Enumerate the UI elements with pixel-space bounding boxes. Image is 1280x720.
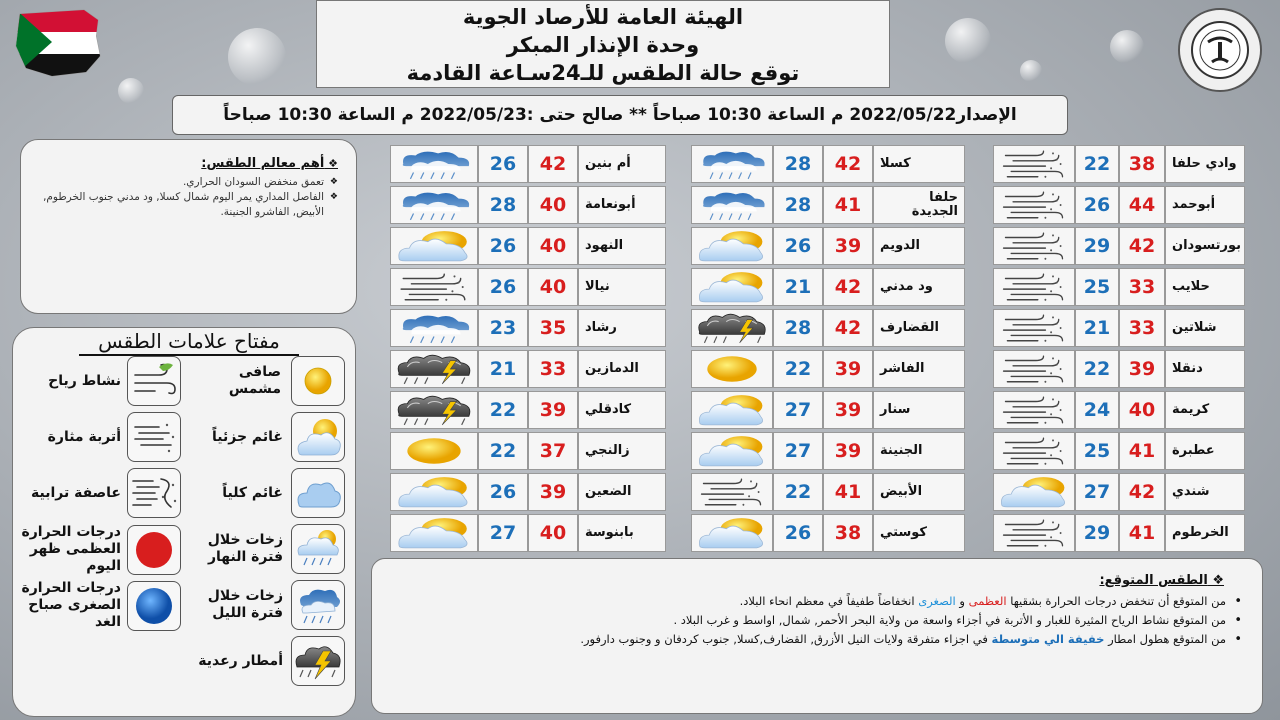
expected-marker-icon: ❖ bbox=[1207, 573, 1224, 588]
max-temp-value: 41 bbox=[1119, 514, 1165, 552]
partly-cloudy-icon bbox=[694, 229, 770, 263]
min-temp-value: 22 bbox=[1075, 350, 1119, 388]
expected-item: • من المتوقع هطول امطار خفيفة الي متوسطة في اجزاء متفرقة ولايات النيل الأزرق, القضارف,كسلا, جنوب كردفان و وجنوب دارفور. bbox=[390, 630, 1244, 649]
min-temp-value: 22 bbox=[1075, 145, 1119, 183]
station-row bbox=[691, 514, 965, 552]
station-name: كريمة bbox=[1165, 391, 1245, 429]
weather-icon-cell bbox=[390, 227, 478, 265]
station-row bbox=[993, 473, 1245, 511]
dust-icon bbox=[996, 516, 1072, 550]
header-title-box bbox=[316, 0, 890, 88]
station-row bbox=[993, 268, 1245, 306]
station-name: الدمازين bbox=[578, 350, 666, 388]
max-temp-value: 41 bbox=[823, 473, 873, 511]
legend-item-wind: نشاط رياح bbox=[17, 356, 181, 406]
station-row bbox=[390, 268, 666, 306]
cloudy-icon bbox=[293, 471, 343, 515]
weather-icon-cell bbox=[390, 350, 478, 388]
showers-icon bbox=[393, 311, 475, 345]
max-temp-value: 39 bbox=[528, 391, 578, 429]
sunny-icon bbox=[694, 352, 770, 386]
max-temp-value: 39 bbox=[823, 432, 873, 470]
weather-icon-cell bbox=[993, 350, 1075, 388]
decor-bubble bbox=[118, 78, 144, 104]
wind-icon bbox=[129, 359, 179, 403]
max-temp-value: 33 bbox=[1119, 268, 1165, 306]
thunderstorm-icon bbox=[293, 639, 343, 683]
station-row bbox=[993, 432, 1245, 470]
max-temp-value: 42 bbox=[528, 145, 578, 183]
weather-icon-cell bbox=[993, 473, 1075, 511]
partly-cloudy-icon bbox=[293, 415, 343, 459]
station-name: نيالا bbox=[578, 268, 666, 306]
legend-item-day-showers: زخات خلال فترة النهار bbox=[185, 524, 345, 574]
meteorological-authority-logo bbox=[1178, 8, 1262, 92]
station-row bbox=[390, 186, 666, 224]
min-temp-value: 29 bbox=[1075, 514, 1119, 552]
min-temp-value: 28 bbox=[773, 309, 823, 347]
station-row bbox=[691, 350, 965, 388]
weather-icon-cell bbox=[993, 268, 1075, 306]
max-temp-value: 33 bbox=[1119, 309, 1165, 347]
weather-icon-cell bbox=[691, 145, 773, 183]
station-name: الخرطوم bbox=[1165, 514, 1245, 552]
night-showers-icon bbox=[293, 583, 343, 627]
max-temp-value: 42 bbox=[823, 268, 873, 306]
min-temp-value: 22 bbox=[478, 391, 528, 429]
logo-emblem-icon bbox=[1190, 20, 1250, 80]
min-temp-value: 27 bbox=[478, 514, 528, 552]
thunderstorm-icon bbox=[694, 311, 770, 345]
dust-icon bbox=[694, 475, 770, 509]
station-row bbox=[390, 350, 666, 388]
dust-icon bbox=[129, 415, 179, 459]
station-name: بورتسودان bbox=[1165, 227, 1245, 265]
sunny-icon bbox=[393, 434, 475, 468]
weather-icon-cell bbox=[993, 186, 1075, 224]
weather-icon-cell bbox=[390, 391, 478, 429]
weather-legend bbox=[12, 327, 356, 717]
min-temp-value: 21 bbox=[1075, 309, 1119, 347]
min-temp-value: 26 bbox=[478, 227, 528, 265]
legend-item-sunny: صافى مشمس bbox=[185, 356, 345, 406]
weather-icon-cell bbox=[691, 309, 773, 347]
features-item: ❖ تعمق منخفض السودان الحراري. bbox=[31, 175, 338, 190]
station-row bbox=[691, 432, 965, 470]
partly-cloudy-icon bbox=[996, 475, 1072, 509]
station-row bbox=[691, 473, 965, 511]
weather-features-box bbox=[20, 139, 357, 314]
max-temp-value: 39 bbox=[528, 473, 578, 511]
partly-cloudy-icon bbox=[694, 270, 770, 304]
dust-icon bbox=[996, 147, 1072, 181]
decor-bubble bbox=[228, 28, 286, 86]
station-name: أبوحمد bbox=[1165, 186, 1245, 224]
station-name: أبونعامة bbox=[578, 186, 666, 224]
weather-icon-cell bbox=[390, 473, 478, 511]
expected-item: • من المتوقع أن تنخفض درجات الحرارة بشقيها العظمى و الصغرى انخفاضاً طفيفاً في معظم انحاء البلاد. bbox=[390, 592, 1244, 611]
weather-icon-cell bbox=[993, 432, 1075, 470]
weather-icon-cell bbox=[993, 227, 1075, 265]
station-row bbox=[390, 473, 666, 511]
legend-item-cloudy: غائم كلياً bbox=[185, 468, 345, 518]
station-name: النهود bbox=[578, 227, 666, 265]
max-temp-value: 41 bbox=[1119, 432, 1165, 470]
legend-item-partly-cloudy: غائم جزئياً bbox=[185, 412, 345, 462]
station-row bbox=[691, 391, 965, 429]
partly-cloudy-icon bbox=[393, 516, 475, 550]
min-temp-value: 21 bbox=[478, 350, 528, 388]
min-temp-value: 28 bbox=[773, 186, 823, 224]
station-row bbox=[390, 432, 666, 470]
station-name: زالنجي bbox=[578, 432, 666, 470]
thunderstorm-icon bbox=[393, 352, 475, 386]
decor-bubble bbox=[1020, 60, 1042, 82]
station-row bbox=[691, 145, 965, 183]
station-name: القضارف bbox=[873, 309, 965, 347]
features-title: ❖ أهم معالم الطقس: bbox=[31, 156, 338, 171]
dust-storm-icon bbox=[129, 471, 179, 515]
header-line-1: الهيئة العامة للأرصاد الجوية bbox=[462, 5, 744, 29]
min-temp-value: 22 bbox=[773, 350, 823, 388]
showers-icon bbox=[393, 188, 475, 222]
station-name: الجنينة bbox=[873, 432, 965, 470]
station-name: أم بنين bbox=[578, 145, 666, 183]
station-row bbox=[390, 391, 666, 429]
station-name: شلاتين bbox=[1165, 309, 1245, 347]
station-row bbox=[390, 145, 666, 183]
min-temp-value: 22 bbox=[773, 473, 823, 511]
station-row bbox=[390, 309, 666, 347]
legend-title: مفتاح علامات الطقس bbox=[79, 328, 299, 356]
decor-bubble bbox=[945, 18, 991, 64]
station-row bbox=[691, 227, 965, 265]
station-name: الضعين bbox=[578, 473, 666, 511]
max-temp-value: 40 bbox=[1119, 391, 1165, 429]
max-temp-value: 40 bbox=[528, 514, 578, 552]
station-name: حلايب bbox=[1165, 268, 1245, 306]
thunderstorm-icon bbox=[393, 393, 475, 427]
station-name: سنار bbox=[873, 391, 965, 429]
min-temp-value: 27 bbox=[773, 432, 823, 470]
station-row bbox=[993, 227, 1245, 265]
station-name: حلفا الجديدة bbox=[873, 186, 965, 224]
features-item: ❖ الفاصل المداري يمر اليوم شمال كسلا, ود مدني جنوب الخرطوم, الأبيض, الفاشرو الجنينة. bbox=[31, 190, 338, 220]
max-temp-value: 39 bbox=[823, 391, 873, 429]
weather-icon-cell bbox=[691, 186, 773, 224]
station-name: شندي bbox=[1165, 473, 1245, 511]
dust-icon bbox=[996, 434, 1072, 468]
station-row bbox=[691, 309, 965, 347]
showers-icon bbox=[694, 147, 770, 181]
station-name: الدويم bbox=[873, 227, 965, 265]
weather-icon-cell bbox=[390, 514, 478, 552]
weather-icon-cell bbox=[993, 391, 1075, 429]
station-name: عطبرة bbox=[1165, 432, 1245, 470]
header-line-2: وحدة الإنذار المبكر bbox=[506, 33, 700, 57]
min-temp-value: 25 bbox=[1075, 432, 1119, 470]
station-row bbox=[993, 350, 1245, 388]
weather-icon-cell bbox=[993, 514, 1075, 552]
weather-icon-cell bbox=[691, 227, 773, 265]
dust-icon bbox=[996, 229, 1072, 263]
min-temp-value: 26 bbox=[773, 227, 823, 265]
weather-icon-cell bbox=[691, 350, 773, 388]
dust-icon bbox=[996, 393, 1072, 427]
dust-icon bbox=[393, 270, 475, 304]
station-name: ود مدني bbox=[873, 268, 965, 306]
max-temp-value: 44 bbox=[1119, 186, 1165, 224]
max-temp-value: 42 bbox=[1119, 473, 1165, 511]
station-name: بابنوسة bbox=[578, 514, 666, 552]
legend-item-thunderstorm: أمطار رعدية bbox=[185, 636, 345, 686]
max-temp-value: 41 bbox=[823, 186, 873, 224]
weather-icon-cell bbox=[993, 309, 1075, 347]
max-temp-value: 33 bbox=[528, 350, 578, 388]
min-temp-value: 26 bbox=[478, 145, 528, 183]
weather-icon-cell bbox=[691, 391, 773, 429]
max-temp-value: 38 bbox=[1119, 145, 1165, 183]
max-temp-value: 38 bbox=[823, 514, 873, 552]
min-temp-value: 28 bbox=[478, 186, 528, 224]
min-temp-value: 25 bbox=[1075, 268, 1119, 306]
max-temp-value: 39 bbox=[823, 350, 873, 388]
station-row bbox=[993, 309, 1245, 347]
partly-cloudy-icon bbox=[393, 229, 475, 263]
min-temp-value: 29 bbox=[1075, 227, 1119, 265]
max-temp-value: 40 bbox=[528, 268, 578, 306]
legend-item-night-showers: زخات خلال فترة الليل bbox=[185, 580, 345, 630]
station-row bbox=[390, 514, 666, 552]
expected-item: • من المتوقع نشاط الرياح المثيرة للغبار و الأتربة في أجزاء واسعة من ولاية البحر الأحمر, شمال, اواسط و غرب البلاد . bbox=[390, 611, 1244, 630]
station-name: كسلا bbox=[873, 145, 965, 183]
min-temp-value: 26 bbox=[773, 514, 823, 552]
dust-icon bbox=[996, 311, 1072, 345]
partly-cloudy-icon bbox=[393, 475, 475, 509]
expected-weather-box bbox=[371, 558, 1263, 714]
station-row bbox=[993, 391, 1245, 429]
weather-icon-cell bbox=[691, 268, 773, 306]
min-temp-value: 21 bbox=[773, 268, 823, 306]
legend-item-max-temp: درجات الحرارة العظمى ظهر اليوم bbox=[17, 524, 181, 575]
station-name: دنقلا bbox=[1165, 350, 1245, 388]
station-row bbox=[691, 186, 965, 224]
station-row bbox=[993, 186, 1245, 224]
max-temp-value: 39 bbox=[1119, 350, 1165, 388]
max-temp-value: 42 bbox=[1119, 227, 1165, 265]
max-temp-icon bbox=[132, 528, 176, 572]
max-temp-value: 40 bbox=[528, 227, 578, 265]
weather-icon-cell bbox=[691, 514, 773, 552]
dust-icon bbox=[996, 270, 1072, 304]
partly-cloudy-icon bbox=[694, 393, 770, 427]
weather-icon-cell bbox=[390, 268, 478, 306]
min-temp-value: 28 bbox=[773, 145, 823, 183]
showers-icon bbox=[393, 147, 475, 181]
weather-icon-cell bbox=[390, 145, 478, 183]
weather-icon-cell bbox=[390, 309, 478, 347]
min-temp-value: 27 bbox=[773, 391, 823, 429]
station-name: الأبيض bbox=[873, 473, 965, 511]
station-row bbox=[691, 268, 965, 306]
station-row bbox=[390, 227, 666, 265]
partly-cloudy-icon bbox=[694, 516, 770, 550]
legend-item-min-temp: درجات الحرارة الصغرى صباح الغد bbox=[17, 580, 181, 631]
station-name: كوستي bbox=[873, 514, 965, 552]
min-temp-value: 26 bbox=[478, 473, 528, 511]
max-temp-value: 42 bbox=[823, 145, 873, 183]
max-temp-value: 37 bbox=[528, 432, 578, 470]
legend-item-dust-storm: عاصفة ترابية bbox=[17, 468, 181, 518]
max-temp-value: 39 bbox=[823, 227, 873, 265]
decor-bubble bbox=[1110, 30, 1144, 64]
dust-icon bbox=[996, 352, 1072, 386]
sunny-icon bbox=[296, 361, 340, 401]
weather-icon-cell bbox=[390, 432, 478, 470]
min-temp-value: 27 bbox=[1075, 473, 1119, 511]
weather-icon-cell bbox=[691, 473, 773, 511]
sudan-flag-icon bbox=[12, 6, 102, 78]
min-temp-value: 26 bbox=[1075, 186, 1119, 224]
station-name: كادقلي bbox=[578, 391, 666, 429]
weather-icon-cell bbox=[390, 186, 478, 224]
max-temp-value: 35 bbox=[528, 309, 578, 347]
expected-title: ❖ الطقس المتوقع: bbox=[1099, 573, 1224, 588]
day-showers-icon bbox=[293, 527, 343, 571]
partly-cloudy-icon bbox=[694, 434, 770, 468]
header-line-3: توقع حالة الطقس للـ24سـاعة القادمة bbox=[406, 61, 800, 85]
weather-icon-cell bbox=[993, 145, 1075, 183]
station-row bbox=[993, 514, 1245, 552]
min-temp-value: 23 bbox=[478, 309, 528, 347]
max-temp-value: 40 bbox=[528, 186, 578, 224]
station-name: الفاشر bbox=[873, 350, 965, 388]
station-name: وادي حلفا bbox=[1165, 145, 1245, 183]
showers-icon bbox=[694, 188, 770, 222]
weather-icon-cell bbox=[691, 432, 773, 470]
station-name: رشاد bbox=[578, 309, 666, 347]
station-row bbox=[993, 145, 1245, 183]
min-temp-value: 22 bbox=[478, 432, 528, 470]
issue-validity-bar: الإصدار2022/05/22 م الساعة 10:30 صباحاً ** صالح حتى :2022/05/23 م الساعة 10:30 صباحاً bbox=[172, 95, 1068, 135]
min-temp-value: 26 bbox=[478, 268, 528, 306]
legend-item-dust: أتربة مثارة bbox=[17, 412, 181, 462]
max-temp-value: 42 bbox=[823, 309, 873, 347]
dust-icon bbox=[996, 188, 1072, 222]
min-temp-icon bbox=[132, 584, 176, 628]
min-temp-value: 24 bbox=[1075, 391, 1119, 429]
